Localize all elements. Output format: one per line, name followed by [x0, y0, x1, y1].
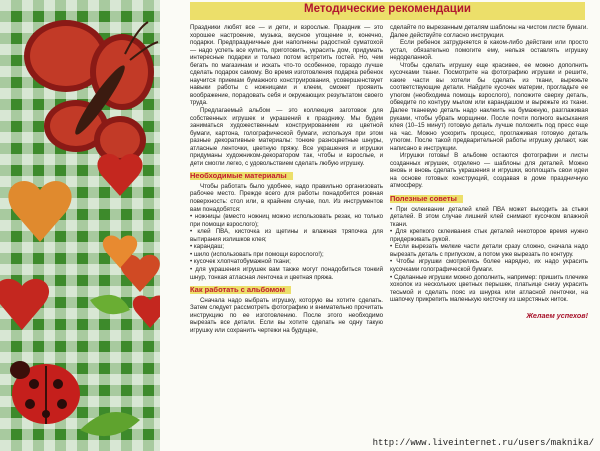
paragraph: Предлагаемый альбом — это коллекция заготовок для собственных игрушек и украшений к празднику. Мы будем заниматься художественным конструированием из цветной бумаги, картона, голографической бумаги, используя при этом разные декоративные материалы: тонкие разноцветные шнуры, атласные ленточки, цветную пряжу. Все украшения и игрушки придуманы художником-декоратором так, чтобы и взрослые, и дети смогли легко, с удовольствием сделать любую игрушку.	[190, 107, 383, 167]
list-item: • При склеивании деталей клей ПВА может выходить за стыки деталей. В этом случае лишний клей снимают кусочком влажной ткани.	[390, 206, 588, 229]
section-heading-album: Как работать с альбомом	[190, 286, 291, 294]
list-item: • ножницы (вместо ножниц можно использовать резак, но только при помощи взрослого);	[190, 213, 383, 228]
butterfly-icon	[24, 20, 158, 164]
section-heading-tips: Полезные советы	[390, 195, 463, 203]
list-item: • кусочек хлопчатобумажной ткани;	[190, 258, 383, 266]
signature: Желаем успехов!	[526, 310, 588, 320]
heart-icon	[0, 279, 49, 330]
list-item: • Сделанные игрушки можно дополнить, например: пришить плечике хохолок из нескольких цветных перышек, платьице снизу украсить тесьмой и сделать пояс из шнурка или атласной ленточки, на шапочку прикрепить маленькую кисточку из шерстяных ниток.	[390, 274, 588, 304]
paragraph: сделайте по вырезанным деталям шаблоны на чистом листе бумаги. Далее действуйте согласно инструкции.	[390, 24, 588, 39]
paragraph: Игрушки готовы! В альбоме остаются фотографии и листы созданных игрушек, отделено — шаблоны для деталей. Можно вновь и вновь сделать украшения и игрушки, воплощать свои идеи на основе готовых конструкций, создавая в доме праздничную атмосферу.	[390, 152, 588, 190]
tips-list	[390, 206, 588, 304]
list-item: • Если вырезать мелкие части детали сразу сложно, сначала надо вырезать деталь с припуском, а потом уже вырезать по контуру.	[390, 243, 588, 258]
heart-icon	[133, 296, 160, 328]
page-title: Методические рекомендации	[304, 3, 471, 15]
watermark-url: http://www.liveinternet.ru/users/maknika/	[372, 438, 594, 448]
ladybug-icon	[10, 361, 80, 424]
leaf-icon	[90, 295, 130, 314]
column-left	[190, 24, 383, 334]
list-item: • шило (использовать при помощи взрослого!);	[190, 251, 383, 259]
decorative-photo-strip	[0, 0, 160, 451]
paragraph: Чтобы работать было удобнее, надо правильно организовать рабочее место. Прежде всего для работы понадобится ровная поверхность: стол или, в крайнем случае, пол. Из инструментов вам понадобятся:	[190, 182, 383, 213]
section-heading-materials: Необходимые материалы	[190, 172, 293, 180]
tools-list	[190, 213, 383, 281]
list-item: • карандаш;	[190, 243, 383, 251]
paragraph: Чтобы сделать игрушку еще красивее, ее можно дополнить кусочками ткани. Посмотрите на фотографию игрушки и решите, какие части вы хотели бы сделать из ткани, вырежьте соответствующие детали. Найдите кусочек материи, прогладьте ее утюгом (необходима помощь взрослого), положите сверху деталь, обведите по контуру мылом или карандашом и вырежьте из ткани. Далее тканевую деталь надо наклеить на бумажную, разглаживая руками, чтобы убрать морщинки. После почти полного высыхания клея (10–15 минут) готовую деталь лучше положить под пресс еще на час. Можно ускорить процесс, проглаживая готовую деталь утюгом. После такой предварительной работы игрушку делают, как написано в инструкции.	[390, 61, 588, 152]
list-item: • для украшения игрушек вам также могут понадобиться тонкий шнур, тонкая атласная ленточка и цветная пряжа.	[190, 266, 383, 281]
leaf-icon	[80, 412, 140, 436]
column-right	[390, 24, 588, 319]
heart-icon	[97, 154, 142, 196]
paragraph: Праздники любят все — и дети, и взрослые. Праздник — это хорошее настроение, музыка, вкусное угощение и, конечно, подарки. Предпраздничные дни наполнены радостной суматохой — надо успеть все купить, приготовить, украсить дом, придумать интересные подарки и только потом встретить гостей. Но, чем бегать по магазинам и искать что-то особенное, гораздо лучше сделать подарок самому. Во время изготовления подарка ребенок научится приемам бумажного конструирования, усовершенствует навыки работы с ножницами и клеем, сможет проявить воображение, порадовать себя и окружающих результатом своего труда.	[190, 24, 383, 107]
heart-icon	[8, 181, 71, 242]
paragraph: Если ребенок затрудняется в каком-либо действии или просто устал, обязательно помогите ему, нельзя оставлять игрушку недоделанной.	[390, 39, 588, 62]
paragraph: Сначала надо выбрать игрушку, которую вы хотите сделать. Затем следует рассмотреть фотографию и внимательно прочитать инструкцию по ее изготовлению. После этого необходимо вырезать все детали. Если вы хотите сделать не одну такую игрушку или сохранить чертежи на будущее,	[190, 296, 383, 334]
list-item: • Для крепкого склеивания стык деталей некоторое время нужно придерживать рукой.	[390, 228, 588, 243]
list-item: • клей ПВА, кисточка из щетины и влажная тряпочка для вытирания излишков клея;	[190, 228, 383, 243]
list-item: • Чтобы игрушки смотрелись более нарядно, их надо украсить кусочками голографической бумаги.	[390, 258, 588, 273]
crafts-illustration	[0, 0, 160, 451]
